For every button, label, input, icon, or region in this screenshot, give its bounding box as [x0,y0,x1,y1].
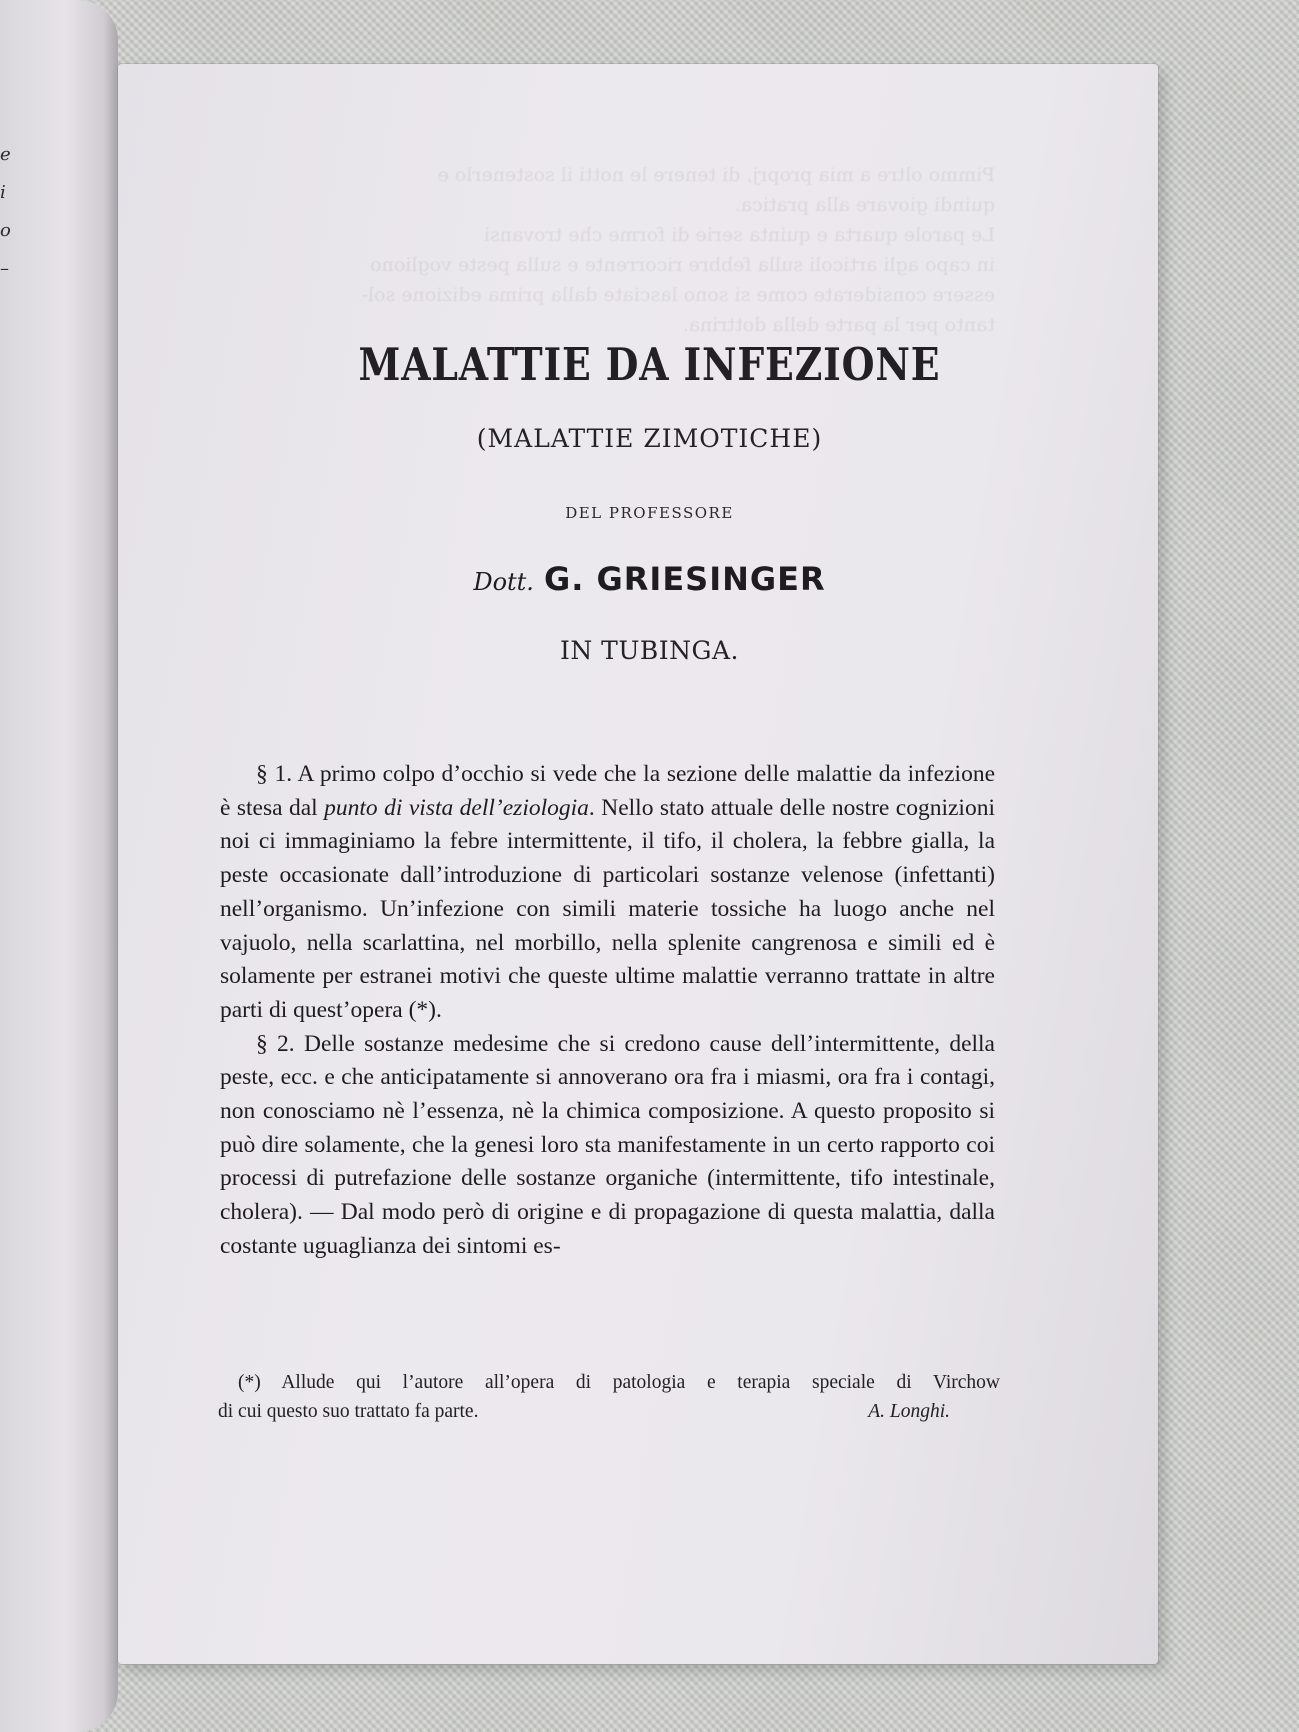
bleed-line: Le parole quarta e quinta serie di forme che trovansi [483,224,995,246]
left-page-margin-text [0,136,11,288]
byline: DEL PROFESSORE [565,504,734,522]
author [0,560,1299,598]
footnote-line-2 [218,1397,1000,1426]
bleed-line: Pimmo oltre a mia proprj, di tenere le notti il sostenerlo e [437,164,995,186]
bleed-through-text [195,160,995,340]
footnote [218,1368,1000,1426]
paragraph-2: § 2. Delle sostanze medesime che si credono cause dell’intermittente, della peste, ecc. e che anticipatamente si annoverano ora fra i miasmi, ora fra i contagi, non conosciamo nè l’essenza, nè la chimica composizione. A questo proposito si può dire solamente, che la genesi loro sta manifestamente in un certo rapporto coi processi di putrefazione delle sostanze organiche (intermittente, tifo intestinale, cholera). — Dal modo però di origine e di propagazione di questa malattia, dalla costante uguaglianza dei sintomi es- [220,1030,995,1259]
author-place: IN TUBINGA. [559,636,740,665]
paragraph-1-text-a: § 1. A primo colpo d’occhio si vede che la sezione delle malattie da infezione è stesa dal [220,761,995,821]
footnote-signature: A. Longhi. [868,1401,950,1422]
left-page-edge [0,0,118,1732]
bleed-line: essere considerate come si sono lasciate dalla prima edizione sol- [361,284,995,306]
margin-char: o [0,220,11,241]
bleed-line: quindi giovare alla pratica. [734,194,995,216]
bleed-line: tanto per la parte della dottrina. [682,314,995,336]
page-title: MALATTIE DA INFEZIONE [358,338,941,391]
margin-char: – [0,258,9,279]
author-prefix: Dott. [473,568,534,596]
footnote-line-2-text: di cui questo suo trattato fa parte. [218,1401,479,1422]
margin-char: e [0,144,11,165]
paragraph-1-emphasis: punto di vista dell’eziologia [324,794,589,821]
body-text [220,758,995,1264]
margin-char: i [0,182,6,203]
paragraph-1 [220,758,995,1028]
paragraph-1-text-b: . Nello stato attuale delle nostre cognizioni noi ci immaginiamo la febre intermittente, il tifo, il cholera, la febbre gialla, la peste occasionate dall’introduzione di particolari sostanze velenose (infettanti) nell’organismo. Un’infezione con simili materie tossiche ha luogo anche nel vajuolo, nella scarlattina, nel morbillo, nella splenite cangrenosa e simili ed è solamente per estranei motivi che queste ultime malattie verranno trattate in altre parti di quest’opera (*). [220,794,995,1023]
page-subtitle: (MALATTIE ZIMOTICHE) [476,424,823,453]
bleed-line: in capo agli articoli sulla febbre ricorrente e sulla peste vogliono [370,254,995,276]
footnote-line-1: (*) Allude qui l’autore all’opera di patologia e terapia speciale di Virchow [238,1372,1000,1393]
author-name: G. GRIESINGER [543,560,826,598]
